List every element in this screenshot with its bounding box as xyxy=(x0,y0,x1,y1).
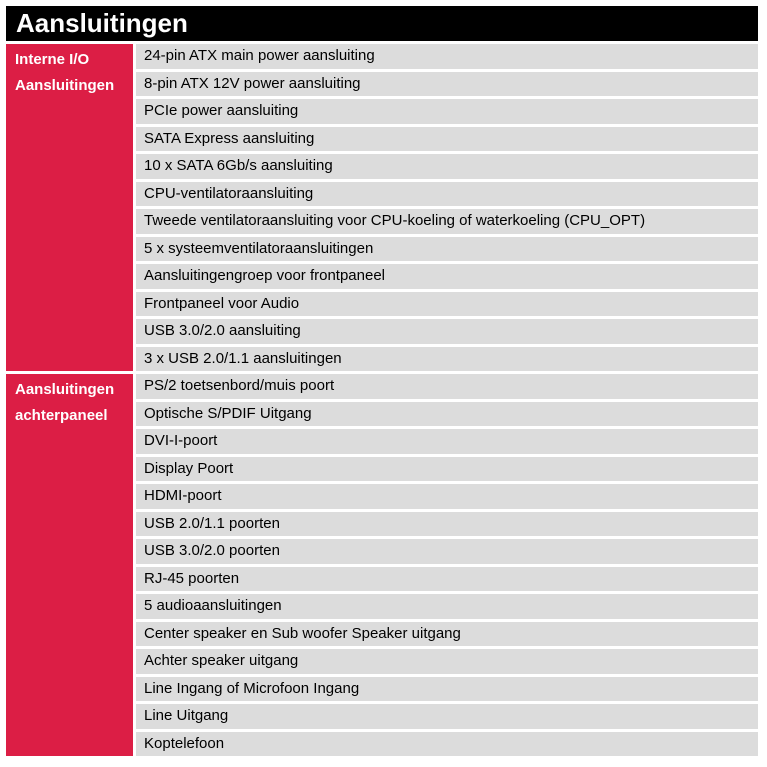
table-row: 3 x USB 2.0/1.1 aansluitingen xyxy=(136,347,758,372)
table-row: Display Poort xyxy=(136,457,758,482)
table-row: SATA Express aansluiting xyxy=(136,127,758,152)
section-label-line: Aansluitingen xyxy=(15,381,115,398)
table-row: Koptelefoon xyxy=(136,732,758,757)
table-row: Line Ingang of Microfoon Ingang xyxy=(136,677,758,702)
table-row: CPU-ventilatoraansluiting xyxy=(136,182,758,207)
table-row: Achter speaker uitgang xyxy=(136,649,758,674)
table-row: 24-pin ATX main power aansluiting xyxy=(136,44,758,69)
spec-table xyxy=(6,6,758,756)
table-row: Optische S/PDIF Uitgang xyxy=(136,402,758,427)
spec-section xyxy=(6,44,758,371)
section-label-line: Aansluitingen xyxy=(15,77,115,94)
page-title: Aansluitingen xyxy=(6,6,758,41)
table-row: HDMI-poort xyxy=(136,484,758,509)
table-row: Center speaker en Sub woofer Speaker uitgang xyxy=(136,622,758,647)
table-row: DVI-I-poort xyxy=(136,429,758,454)
table-row: PS/2 toetsenbord/muis poort xyxy=(136,374,758,399)
table-row: 10 x SATA 6Gb/s aansluiting xyxy=(136,154,758,179)
table-row: USB 3.0/2.0 poorten xyxy=(136,539,758,564)
table-row: USB 2.0/1.1 poorten xyxy=(136,512,758,537)
section-rows xyxy=(136,374,758,756)
section-label-line: achterpaneel xyxy=(15,407,108,424)
table-row: Line Uitgang xyxy=(136,704,758,729)
section-label xyxy=(6,44,133,371)
table-row: USB 3.0/2.0 aansluiting xyxy=(136,319,758,344)
section-rows xyxy=(136,44,758,371)
section-label xyxy=(6,374,133,756)
table-row: PCIe power aansluiting xyxy=(136,99,758,124)
table-row: 5 x systeemventilatoraansluitingen xyxy=(136,237,758,262)
spec-table-body xyxy=(6,44,758,756)
table-row: Tweede ventilatoraansluiting voor CPU-koeling of waterkoeling (CPU_OPT) xyxy=(136,209,758,234)
table-row: 8-pin ATX 12V power aansluiting xyxy=(136,72,758,97)
table-row: RJ-45 poorten xyxy=(136,567,758,592)
spec-section xyxy=(6,374,758,756)
table-row: Frontpaneel voor Audio xyxy=(136,292,758,317)
section-label-line: Interne I/O xyxy=(15,51,90,68)
table-row: 5 audioaansluitingen xyxy=(136,594,758,619)
table-row: Aansluitingengroep voor frontpaneel xyxy=(136,264,758,289)
